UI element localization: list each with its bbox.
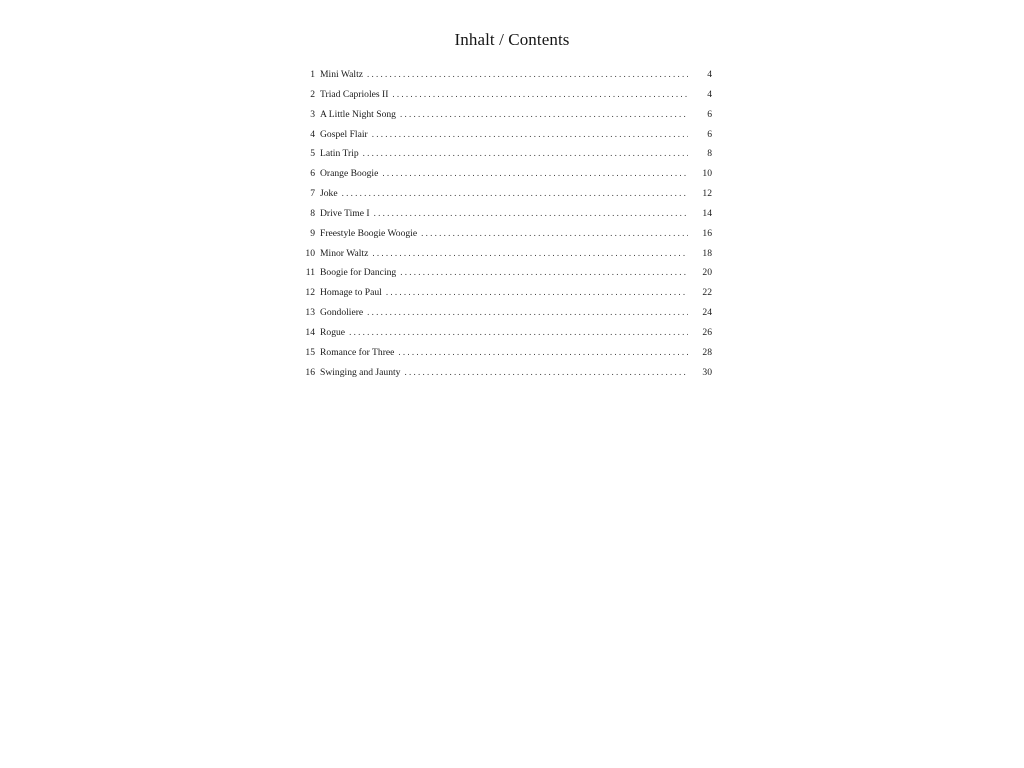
toc-entry-number: 14 [305,326,315,338]
toc-entry-title: Gondoliere [320,307,364,319]
dot-leader [342,184,688,204]
toc-entry-title: Latin Trip [320,148,359,160]
toc-entry-page: 6 [707,128,712,140]
toc-entry-title: Freestyle Boogie Woogie [320,227,418,239]
toc-entry [296,244,716,264]
toc-entry-number: 11 [305,267,315,279]
toc-entry-title: Boogie for Dancing [320,267,397,279]
toc-entry-title: Minor Waltz [320,247,369,259]
toc-entry-page: 8 [707,148,712,160]
toc-entry-number: 1 [310,69,315,80]
dot-leader [367,303,688,323]
toc-entry [296,224,716,244]
dot-leader [421,224,688,244]
dot-leader [386,283,688,303]
toc-entry-title: A Little Night Song [320,108,396,120]
toc-entry-number: 7 [310,188,315,200]
toc-entry-number: 16 [305,366,315,378]
toc-entry-number: 4 [310,128,315,140]
dot-leader [382,164,688,184]
toc-entry-number: 5 [310,148,315,160]
toc-entry [296,204,716,224]
toc-entry [296,85,716,105]
toc-entry-title: Triad Caprioles II [320,88,389,100]
dot-leader [349,323,688,343]
toc-entry-page: 28 [702,346,712,358]
toc-entry [296,105,716,125]
toc-entry [296,303,716,323]
toc-entry-page: 4 [707,88,712,100]
toc-entry [296,323,716,343]
toc-entry-page: 14 [702,207,712,219]
toc-entry [296,343,716,363]
toc-entry-page: 30 [702,366,712,378]
toc-entry-title: Gospel Flair [320,128,368,140]
toc-entry-title: Mini Waltz [320,69,364,80]
toc-entry-title: Swinging and Jaunty [320,366,401,378]
toc-entry-page: 20 [702,267,712,279]
toc-entry-number: 10 [305,247,315,259]
page-title: Inhalt / Contents [454,30,570,49]
toc-entry-page: 24 [702,307,712,319]
toc-entry [296,164,716,184]
toc-entry-number: 15 [305,346,315,358]
toc-entry-number: 6 [310,168,315,180]
dot-leader [372,125,688,145]
toc-entry-number: 13 [305,307,315,319]
toc-entry-number: 9 [310,227,315,239]
toc-entry [296,125,716,145]
toc-entry [296,283,716,303]
toc-entry-number: 3 [310,108,315,120]
dot-leader [363,144,688,164]
toc-entry [296,263,716,283]
toc-entry-page: 4 [707,69,712,80]
toc-entry-number: 12 [305,287,315,299]
toc-entry-page: 12 [702,188,712,200]
table-of-contents [296,65,716,383]
toc-entry-page: 26 [702,326,712,338]
toc-entry-page: 18 [702,247,712,259]
dot-leader [367,65,688,85]
toc-entry-page: 16 [702,227,712,239]
dot-leader [404,363,688,383]
toc-entry-number: 8 [310,207,315,219]
toc-entry-page: 22 [702,287,712,299]
toc-entry [296,144,716,164]
toc-entry-title: Joke [320,188,338,200]
dot-leader [400,263,688,283]
toc-entry-title: Romance for Three [320,346,395,358]
dot-leader [374,204,688,224]
toc-entry-number: 2 [310,88,315,100]
dot-leader [400,105,688,125]
toc-entry [296,65,716,85]
dot-leader [392,85,688,105]
toc-entry-page: 10 [702,168,712,180]
toc-entry-title: Homage to Paul [320,287,382,299]
toc-entry-title: Orange Boogie [320,168,379,180]
toc-entry-title: Rogue [320,326,346,338]
toc-entry [296,184,716,204]
toc-entry-title: Drive Time I [320,207,370,219]
toc-entry-page: 6 [707,108,712,120]
dot-leader [398,343,688,363]
toc-entry [296,363,716,383]
dot-leader [372,244,688,264]
